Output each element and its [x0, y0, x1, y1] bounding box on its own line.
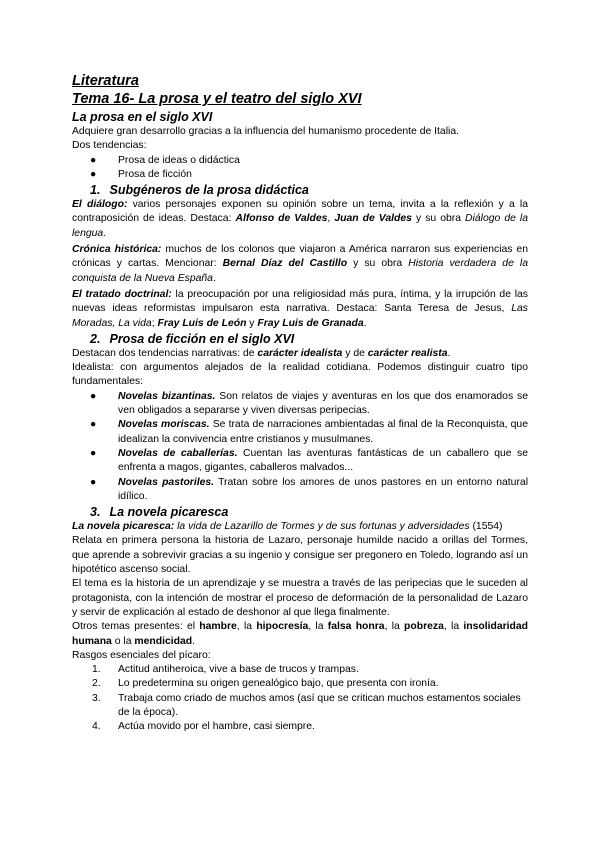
bullet-icon: ●: [90, 447, 97, 459]
bullet-icon: ●: [90, 390, 97, 402]
rasgos-list: [72, 663, 528, 734]
tendencias-list: [72, 154, 528, 183]
list-item: 4. Actúa movido por el hambre, casi siempre.: [92, 721, 315, 733]
paragraph-tema: El tema es la historia de un aprendizaje y se muestra a través de las peripecias que le suceden al protagonista, con la intención de mostrar el proceso de deformación de la personalidad de Lazaro y servir de explicación al estado de deshonor al que llega finalmente.: [72, 578, 528, 618]
list-item: 2. Lo predetermina su origen genealógico bajo, que presenta con ironía.: [92, 678, 439, 690]
list-item: ● Novelas bizantinas. Son relatos de viajes y aventuras en los que dos enamorados se ven obligados a separarse y viven diversas peripecias.: [90, 390, 528, 417]
document-page: [72, 72, 528, 735]
paragraph-destacan: Destacan dos tendencias narrativas: de carácter idealista y de carácter realista.: [72, 347, 451, 359]
list-item: ● Prosa de ideas o didáctica: [72, 154, 528, 168]
bullet-icon: ●: [90, 419, 97, 431]
list-item: 3. Trabaja como criado de muchos amos (así que se critican muchos estamentos sociales de la época).: [92, 692, 521, 718]
bullet-icon: ●: [90, 154, 97, 166]
rasgos-label: Rasgos esenciales del pícaro:: [72, 649, 211, 661]
paragraph-dialogo: El diálogo: varios personajes exponen su opinión sobre un tema, invita a la reflexión y a la contraposición de ideas. Destaca: Alfonso de Valdes, Juan de Valdes y su obra Diálogo de la lengua.: [72, 199, 528, 239]
list-item: ● Novelas moriscas. Se trata de narraciones ambientadas al final de la Reconquista, que idealizan la convivencia entre cristianos y musulmanes.: [90, 419, 528, 445]
paragraph-cronica: Crónica histórica: muchos de los colonos que viajaron a América narraron sus experiencias en crónicas y cartas. Mencionar: Bernal Díaz del Castillo y su obra Historia verdadera de la conquista de la Nueva España.: [72, 244, 528, 284]
bullet-icon: ●: [90, 168, 97, 180]
paragraph-otros-temas: Otros temas presentes: el hambre, la hipocresía, la falsa honra, la pobreza, la insolidaridad humana o la mendicidad.: [72, 621, 529, 647]
list-item: ● Novelas de caballerías. Cuentan las aventuras fantásticas de un caballero que se enfrenta a magos, gigantes, caballeros malvados...: [90, 447, 528, 474]
novelas-list: [72, 390, 528, 504]
list-item: ● Novelas pastoriles. Tratan sobre los amores de unos pastores en un entorno natural idílico.: [90, 476, 529, 502]
paragraph-idealista: Idealista: con argumentos alejados de la realidad cotidiana. Podemos distinguir cuatro tipo fundamentales:: [72, 362, 528, 388]
subheading-didactica: 1. Subgéneros de la prosa didáctica: [90, 183, 309, 198]
topic-title: Tema 16- La prosa y el teatro del siglo XVI: [72, 91, 362, 107]
section-heading-prosa: La prosa en el siglo XVI: [72, 110, 213, 124]
list-item: ● Prosa de ficción: [72, 168, 528, 182]
tendencias-label: Dos tendencias:: [72, 140, 147, 152]
paragraph-relata: Relata en primera persona la historia de Lazaro, personaje humilde nacido a orillas del Tormes, que aprende a sobrevivir gracias a su ingenio y consigue ser pregonero en Toledo, logrando así un hipotético ascenso social.: [72, 535, 528, 576]
bullet-icon: ●: [90, 476, 97, 488]
subheading-picaresca: 3. La novela picaresca: [90, 505, 229, 520]
paragraph-tratado: El tratado doctrinal: la preocupación por una religiosidad más pura, íntima, y la irrupción de las nuevas ideas reformistas impulsaron esta narrativa. Destaca: Santa Teresa de Jesus, Las Moradas, La vida; Fray Luis de León y Fray Luis de Granada.: [72, 288, 528, 329]
subject-title: Literatura: [72, 73, 139, 89]
paragraph-lazarillo: La novela picaresca: la vida de Lazarillo de Tormes y de sus fortunas y adversidades (1554): [72, 521, 503, 533]
list-item: 1. Actitud antiheroica, vive a base de trucos y trampas.: [92, 664, 359, 676]
subheading-ficcion: 2. Prosa de ficción en el siglo XVI: [90, 331, 295, 346]
section-intro: Adquiere gran desarrollo gracias a la influencia del humanismo procedente de Italia.: [72, 126, 459, 137]
